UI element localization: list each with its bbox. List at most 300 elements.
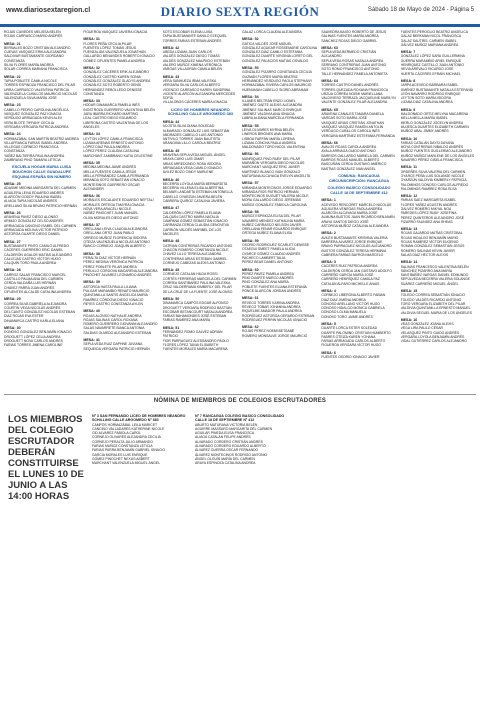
mesa-title: MESA: 59	[242, 238, 259, 243]
member-name: CORREA SILVA GABRIELA ALEJANDRA	[4, 301, 67, 306]
member-name: SEPULVEDA ROSAS NATALIA ANDREA	[321, 58, 384, 63]
member-name: FLORES YAÑEZ AGUSTÍN ANDRÉS	[400, 202, 457, 207]
member-name: SEPÚLVEDA BECERRA VALERIA SOLANGE	[400, 277, 470, 282]
mesa-block	[4, 268, 79, 294]
member-name: CHAVEZ PARRA JUAN ANDRÉS	[4, 285, 55, 290]
mesa-block	[321, 108, 396, 138]
member-name: LÓPEZ DÍAZ PAULA ANDREA	[83, 145, 130, 150]
member-name: MARCHANT VASQUEZ ERIC JAVIER	[242, 165, 300, 170]
member-name: BECERRA LOYOLA MARÍA BERNARDITA	[162, 181, 228, 186]
mesa-block	[242, 37, 317, 63]
member-name: FABRES OTEIZA KAREN YOHANA	[321, 334, 376, 339]
mesa-title: MESA: 49	[162, 268, 180, 273]
member-name: ALARCÓN ALCAYAGA MARÍA JOSÉ	[321, 211, 378, 216]
member-name: RAMÍREZ CÓRDOVA DIEGO IGNACIO	[83, 297, 144, 302]
mesa-block	[4, 240, 79, 266]
member-name: ARIAS ARREDONDO ROSA ISIDORA	[162, 161, 221, 166]
member-name: VERGARA LOYOLA BENJAMÍN ANDRÉS	[400, 335, 465, 339]
member-name: FLORES PEÑA CECILIA PILAR	[83, 41, 132, 46]
mesa-block	[163, 30, 238, 43]
member-name: HORMAZÁBAL SAN MARTÍN BEATRIZ ANDREA	[4, 136, 79, 141]
member-name: GONZÁLEZ PALACIOS MATIAS OSVALDO	[242, 58, 309, 63]
mesa-block	[83, 338, 158, 351]
member-name: AGUILERA VENEGAS PAOLA ANDREA	[321, 206, 383, 211]
mesa-block	[242, 268, 317, 294]
mesa-title: MESA: 60	[242, 267, 259, 272]
member-name: ACOSTA SILVA DIANA SOLEDAD	[162, 124, 215, 129]
member-name: CALDERÓN LÓPEZ PAMELA ELIANA	[162, 210, 221, 215]
member-name: VALDIVIA SEGUEL MARIA DE LOS ÁNGELES	[400, 310, 472, 315]
member-name: CID ALVAREZ FABIOLA CAROL	[92, 431, 142, 436]
member-name: GONZÁLEZ SOTO ROBERTO DENÍS	[83, 83, 141, 88]
member-name: FIGUEROA VERGARA VÍCTOR HUGO	[321, 343, 381, 348]
member-name: VILLAFRANCA FARIAS ISABEL ANDREA	[4, 140, 68, 145]
member-name: LIZAMA ARENAS ERNESTO ANTONIO	[83, 140, 144, 145]
mesa-block	[321, 46, 396, 76]
mesa-block	[321, 260, 396, 286]
mesa-title: MESA: 40	[83, 309, 100, 314]
school-header	[4, 165, 79, 179]
member-name: LEÓN NAVARRO RODRIGO ENRIQUE	[400, 91, 461, 96]
mesa-title: MESA: 45	[162, 148, 180, 153]
colegio-title: Nº 7 RANCAGUA COLEGIO BASICO CONSOLIDADO CALLE 18 DE SEPTIEMBRE Nº 412	[195, 414, 285, 423]
member-name: MARCHANT VALENZUELA MIGUEL ÁNGEL	[92, 461, 160, 466]
mesa-title: MESA: 11	[400, 165, 418, 170]
voter-table-columns	[4, 30, 476, 390]
member-name: PERALTA DIAZ VÍCTOR HERNÁN	[83, 255, 136, 260]
member-name: CORREA SANTIBAÑEZ PAULINA VALESKA	[162, 281, 231, 286]
member-name: CABRERA FARÍAS BAYRON MARCELO	[321, 252, 384, 257]
member-name: ÁLVAREZ GUERRA OSCAR FERNANDO	[195, 448, 259, 453]
member-name: URZÚA CORREA NOEMI MARIELLANA	[321, 91, 383, 96]
member-name: OYARZÚN VALDIVIA KIMBERLY PATRICIA	[400, 178, 467, 183]
member-name: GALVEZ ROMERO MIKYAL NOA	[400, 206, 452, 211]
member-name: PINO GONZÁLEZ ANA MARÍA	[242, 280, 289, 285]
member-name: FARIAS ARRIAGADA CARLOS ALBERTO	[321, 339, 386, 344]
member-name: GÓMEZ PINOCHET NEXUS ASBERT	[92, 456, 150, 461]
member-name: HENRIQUEZ CASTILLO JUAN ANTONIO	[400, 63, 464, 68]
member-name: JARPA ACEVEDO BÁRBARA ISABEL	[400, 83, 459, 88]
member-name: ORDEÑES SILVA VALERIA DEL CARMEN	[400, 169, 466, 174]
member-name: GONZÁLEZ CÁCERES ERIK ALEJANDRO	[83, 70, 149, 75]
mesa-title: MESA: 37	[83, 222, 100, 227]
member-name: HERNÁNDEZ REBOLLEDO DENISSE CONSTANZA	[83, 87, 142, 96]
member-name: NAVARRO PÉREZ GISELA FRANCISCA	[400, 158, 463, 163]
member-name: GONZÁLEZ LÓPEZ SARA GUILLERMINA	[400, 54, 465, 59]
member-name: MELLA FERNÁNDEZ CAMILA FERNANDA	[83, 173, 149, 178]
mesa-title: MESA: 58	[242, 209, 259, 214]
mesa-block	[321, 231, 396, 257]
member-name: ALARCÓN GODOY PAULINA ISABEL	[4, 194, 62, 199]
mesa-title: MESA: 13	[400, 227, 418, 232]
member-name: CÁCERES GUERRERO ERIC DANIEL	[4, 248, 64, 253]
member-name: PINO DUARTE MARCO ANDRÉS	[242, 276, 294, 281]
mesa-title: MESA: 28	[4, 268, 21, 273]
member-name: ARAVENA CANALES TAMARA DANIELA	[321, 112, 384, 117]
school-title: LICEO DE HOMBRES NEANDRO SCHILLING CALLE ARGOMEDO 383	[167, 107, 233, 117]
mesa-title: MESA: 47	[162, 206, 180, 211]
member-name: BELMAR LANDAETA ESTEBAN ANTONELLA	[162, 190, 233, 195]
member-name: LISBOA FARFÁN MARÍA LORENA	[242, 136, 295, 141]
member-name: AVALOS ROJAS CAROLA ANDREA	[321, 145, 377, 150]
mesa-block	[83, 280, 158, 306]
member-name: GUERRA MARAMBIO ARIEL ENRIQUE	[400, 58, 462, 63]
member-name: AGUIRRE MASSARO MARGARITA DEL CARMEN	[195, 426, 273, 431]
member-name: CARRANZA CERDA CLAUDIA GENOVEVA	[162, 223, 229, 228]
mesa-title: MESA: 1	[321, 198, 336, 203]
mesa-title: MESA: 14	[400, 260, 418, 265]
member-name: CORTÉS FERRERAS MARCELA DEL CARMEN	[162, 276, 237, 281]
mesa-title: MESA: 54	[242, 94, 259, 99]
member-name: GUZMÁN FLORES MARÍA BEATRIZ	[242, 74, 298, 79]
mesa-title: MESA: 9	[400, 107, 416, 112]
member-name: NUÑEZ CARRASCO NELSON JAVIER	[242, 222, 302, 227]
member-name: DONOSO LOLMA MANUELA	[321, 310, 366, 315]
member-name: ZAMBRANO PINO TAMARA LETICIA	[4, 158, 61, 163]
mesa-title: MESA: 33	[83, 99, 100, 104]
member-name: BASCUÑÁN CERDA GUSTAVO AMÉRICO	[321, 162, 387, 167]
member-name: CABELLO PEDRO CAROLINA ANGÉLICA	[4, 107, 69, 112]
mesa-block	[163, 178, 238, 204]
member-name: VEAS GONZÁLEZ JOANA ALEXIS	[400, 322, 454, 327]
member-name: GONZÁLEZ PIZARRO CONSTANZA CECILIA	[242, 70, 312, 75]
member-name: CABELLO OYARZÚN JAVIERA BELÉN	[162, 194, 223, 199]
member-name: CUEVAS VASQUEZ ERIKA ALEJANDRA	[4, 50, 67, 55]
member-name: FUENZALIDA VALENZUELA JONATHAN	[83, 50, 146, 55]
mesa-block	[83, 132, 158, 158]
mesa-block	[242, 95, 317, 121]
member-name: BECERRA VILLENA ELISA ALBERTINA	[162, 186, 224, 191]
member-name: SÁNCHEZ ROJAS DIEGO GABRIEL	[321, 38, 378, 43]
member-name: JIMÉNEZ GAETE ALEXIS ALEJANDRA	[242, 103, 303, 108]
mesa-block	[4, 326, 79, 347]
mesa-title: MESA: 7	[400, 50, 416, 55]
member-name: GALAZ SAUTREL CARMEN ISABEL	[400, 38, 457, 43]
member-name: DROGUETT LÓPEZ CELIA ANDREA	[4, 334, 61, 339]
member-name: DE LA CRUZ DE LA FUENTE JOSÉ ALONSO	[162, 289, 233, 294]
mesa-block	[163, 206, 238, 236]
member-name: GALAZ BERKMAN NICOL FRANCISCA	[400, 34, 462, 39]
member-name: AVILEZ BOZO CINDY MARLENE	[162, 170, 214, 175]
member-name: ARRIAGADA MOLINA VÍCTOR PATRICIO	[4, 228, 68, 233]
mesa-block	[401, 50, 476, 76]
member-name: VERGARA SILVA CARLOS ALBERTO	[162, 83, 221, 88]
member-name: GÁLVEZ MUÑOZ MARIANA ANDREA	[400, 42, 459, 47]
page-date: Sábado 18 de Mayo de 2024 - Página 5	[367, 7, 474, 13]
column	[4, 30, 79, 390]
member-name: PEREZ POBLETE PILAR ANDREA	[83, 264, 137, 269]
member-name: URRA CARRASCO VALENTINA PATRICIA	[4, 87, 69, 92]
member-name: PEREZ QUINTEROS ALEJANDRO JOSÉ	[400, 215, 464, 220]
mesa-block	[242, 239, 317, 265]
member-name: MOYA CONTRERAS NIBALDO ANDRÉS	[400, 145, 464, 150]
member-name: JIMÉNEZ SALINAS MARCO ENRIQUE	[242, 107, 302, 112]
member-name: FARIAS PARRA BENJAMÍN GABRIEL IGNACIO	[92, 448, 166, 453]
member-name: REYES CASTRO CONSTANZA AYLEN	[83, 301, 143, 306]
member-name: VERDUGO ARRIAGADA KEVIN ALEX	[4, 116, 63, 121]
member-name: ROJAS SALINAS CAROL ROXANA	[83, 317, 138, 322]
mesa-title: MESA: 41	[83, 338, 100, 342]
member-name: ROMERO SALINAS KEVIN JAVIER	[400, 248, 455, 253]
member-name: OYARCE GÓMEZ CLAUDIO ANDRÉS	[242, 251, 301, 256]
mesa-title: MESA: 10	[400, 136, 418, 141]
member-name: FLORES LÓPEZ TANIA ELISABETH	[162, 342, 219, 347]
member-name: MUÑOZ ESPINOZA ELISA DEL PILAR	[242, 214, 301, 219]
mesa-block	[401, 108, 476, 134]
member-name: CIFUENTES ALCALDE CATALINA ANDREA	[4, 289, 72, 294]
colegios-list	[92, 414, 292, 624]
mesa-title: MESA: 36	[83, 194, 100, 199]
member-name: PONCE ALARCÓN JORDAN ANDRÉS	[242, 289, 301, 294]
member-name: MUÑOZ GONZÁLEZ FABIOLA CAROLINA	[242, 202, 307, 207]
member-name: TORRES CASTRO DANIEL ANDRÉS	[321, 83, 379, 88]
mesa-title: MESA: 35	[83, 161, 100, 166]
member-name: CATALÁN ALFARO MICHELLE ANAIS	[321, 281, 380, 286]
member-name: ROJAS RAMÍREZ VÍCTOR EUGENIO	[400, 240, 459, 245]
member-name: ANTIVILO TORRES JUAN BAUTISTA	[162, 137, 221, 142]
member-name: GONZÁLEZ DUARTE VIRGINIA LORETO DEL	[242, 54, 314, 59]
member-name: CARROZ SALAS FRANCISCO MARCEL	[4, 272, 67, 277]
member-name: ANDRADES CABELLO LUIS ANTONIO	[162, 132, 223, 137]
member-name: CARRIÓN VALDÉS MARIBEL DE LOS ÁNGELES	[162, 227, 222, 237]
member-name: CALDERÓN CERDA JAN GUSTAVO ADOLFO	[321, 268, 392, 273]
member-name: MARCHANT ZAMBRANO KATIA CELESTINE	[83, 153, 153, 158]
mesa-title: MESA: 39	[83, 280, 100, 285]
member-name: CARREÑO HENRÍQUEZ CAMILA PAZ	[321, 277, 380, 282]
member-name: SOTO ESCOBAR ELENA LUISA	[162, 30, 213, 34]
member-name: FARIAS TORRES JIMENA CAROLINE	[4, 343, 63, 348]
member-name: ROJAS PEREZ NOEMI BETSABÉ	[242, 329, 295, 334]
mesa-block	[401, 318, 476, 344]
member-name: BASTÍAS GONZÁLEZ IVAN ANGEL	[321, 166, 376, 171]
mesa-block	[163, 326, 238, 352]
member-name: CONTRERAS ARIAS ESTEBAN GABRIEL	[162, 256, 228, 261]
member-name: VASQUEZ VASQUEZ RAMÓN ANTOLÍN	[321, 124, 384, 129]
member-name: JIMÉNEZ VALDIVIA ANA IGNACIA	[242, 112, 295, 117]
mesa-block	[163, 75, 238, 105]
mesa-block	[4, 75, 79, 101]
member-name: VALDÉS GONZÁLEZ MAURICIO ESTEBAN	[162, 58, 230, 63]
member-name: SERRANO CONTRERAS JUAN ANTONIO	[321, 63, 387, 68]
member-name: CRUZ VALDERRAMA KIMBERLY DEL PILAR	[162, 285, 232, 290]
member-name: CACERES RUIZ PATRICIA ANDREA	[321, 264, 378, 269]
member-name: MUÑOZ ABAL JIMMY ANDRÉS	[400, 129, 449, 134]
member-name: CANCINO VALLADARES KATHERINE NICOLE	[92, 426, 165, 431]
member-name: HERNÁNDEZ VERDUGO PAOLA STEPHANY	[242, 78, 313, 83]
member-name: CALLEJAS CASTRO VÍCTOR HUGO	[4, 256, 61, 261]
mesa-title: MESA: 61	[242, 296, 259, 301]
mesa-block	[83, 252, 158, 278]
member-name: LEAL CASTRO DIEGO EDUARDO	[83, 116, 137, 121]
mesa-block	[4, 132, 79, 162]
member-name: SALDIVAR BUSTAMANTE GIORDANO CONSTANZA	[4, 54, 64, 63]
mesa-title: MESA: 27	[4, 239, 21, 244]
mesa-title: MESA: 29	[4, 297, 21, 302]
member-name: CALDERÓN UGALDE MATÍAS ALEJANDRO	[4, 252, 73, 257]
member-name: TAPIA POBLETE CAMILA NICOLE	[4, 78, 57, 83]
member-name: LÓPEZ PEREZ CLAUDIA CATALINA	[83, 149, 140, 154]
mesa-title: MESA: 44	[162, 119, 180, 124]
member-name: ARAVENA SEPULVEDA MIGUEL ÁNGEL	[162, 153, 226, 158]
member-name: VERA BLOTE TIFFANY CECILIA	[4, 120, 54, 125]
member-name: COURTIN VEGA NICOLÁS ANDRÉS	[4, 305, 61, 310]
mesa-title: MESA: 53	[242, 66, 259, 71]
member-name: YAÑEZ BALTIERRA PAULINA ANDREA	[4, 153, 65, 158]
mesa-title: MESA: 24	[4, 132, 21, 137]
member-name: VALERO MUÑOZ XIMENA VERÓNICA	[162, 63, 222, 68]
mesa-block	[401, 289, 476, 315]
member-name: ARAYA CARO LUIS OMAR	[162, 157, 204, 162]
mesa-block	[242, 181, 317, 207]
colegio-block	[195, 414, 292, 624]
school-header	[163, 108, 238, 117]
mesa-title: MESA: 64	[321, 78, 338, 83]
member-name: MERLO GONZÁLEZ JOCELYN ANDREA	[400, 120, 464, 125]
member-name: HORMAZÁBAL RIVERA CARLOS MAURICIO	[242, 83, 312, 88]
member-name: LEYTON SOTO MARÍA ISIDORA	[400, 96, 452, 101]
member-name: PALOMINOS RAMÍREZ ROSA ELSA	[400, 186, 457, 191]
member-name: ARRIAGADA VEGA CAMILO IGNACIO	[162, 165, 222, 170]
member-name: MALDONADO ORTIZ MELYNA MACARENA	[400, 112, 469, 117]
mesa-title: MESA: 46	[162, 177, 180, 182]
member-name: HODAR DINAMARCA PAMELA INÉS	[83, 103, 140, 108]
member-name: ARAVENA PAVEZ DIEGO ALONSO	[4, 215, 59, 220]
member-name: VALDIVIA QUINTANILLA ERNESTO MANUEL	[400, 306, 471, 311]
column	[401, 30, 476, 390]
member-name: TOLEDO CORREA SEBASTIÁN IGNACIO	[400, 293, 466, 298]
mesa-block	[4, 297, 79, 323]
mesa-title: MESA: 51	[162, 325, 180, 330]
mesa-title: MESA: 57	[242, 181, 259, 186]
member-name: MORA GALLARDO DIEGO JEREMÍAS	[242, 198, 302, 203]
mesa-title: MESA: 15	[400, 289, 418, 294]
member-name: ORTEGA NÚÑEZ ELIANA ELISA	[242, 231, 293, 236]
mesa-block	[321, 198, 396, 228]
member-name: BARRIOS GALLARDO MARIELA DEL CARMEN	[321, 153, 395, 158]
page-header	[0, 0, 480, 27]
mesa-block	[83, 99, 158, 129]
member-name: GONZÁLEZ CASTRO KAREN SONIA	[83, 74, 141, 79]
mesa-block	[242, 210, 317, 236]
member-name: GALAZ LORCA CLAUDIA ALEJANDRA	[242, 30, 302, 34]
member-name: ASTORGA GUARTE DIEGO DANIEL	[4, 232, 61, 237]
mesa-block	[321, 322, 396, 348]
member-name: VERGARA VERGARA PATRICIA ANDREA	[4, 124, 69, 129]
member-name: ACEVEDO RENCORET MARCELO NICOLÁS	[321, 202, 392, 207]
member-name: ORELLANA FENAR EDUARDO ENRIQUE	[242, 227, 307, 232]
member-name: BRAVO PARRAGUEZ NICOLÁS ALEJANDRO	[321, 244, 392, 249]
member-name: RIQUELME AMADOR PAULA ANDREA	[242, 309, 302, 314]
column	[321, 30, 396, 390]
member-name: REVECO TORRES KARINA ANDREA	[242, 300, 300, 305]
member-name: ARAYA SANTOS DIEGO JOSÉ	[321, 219, 369, 224]
member-name: VILLEGAS CORNEJO FRANCISCA CONSTANZA	[4, 145, 59, 154]
member-name: ROMERO GUERRERO GIOVANNI ALEJANDRO	[83, 322, 158, 327]
mesa-block	[83, 30, 158, 34]
member-name: DONOSO GONZÁLEZ BENJAMÍN IGNACIO	[4, 330, 72, 335]
member-name: ORELLANA LEIVA CLAUDIA ALEJANDRA	[83, 227, 148, 232]
member-name: DROGUETT VERGARA RODRIGO BASTIÁN	[162, 305, 232, 310]
mesa-title: MESA: 21	[4, 41, 21, 46]
newspaper-title: DIARIO SEXTA REGIÓN	[160, 4, 320, 19]
member-name: AGUILAR PINEDA ELISA FRANCISCA	[195, 431, 255, 436]
member-name: FERNÁNDEZ ROMO GALVEZ ADRIÁN PATRICIO	[162, 330, 223, 339]
member-name: SALAS DÍAZ HÉCTOR ALEXIS	[400, 252, 449, 257]
member-name: CORNEJO CABEZAS ALEXIS ANTONIO	[162, 260, 225, 265]
mesa-title: MESA: 66	[321, 140, 338, 145]
member-name: JIMÉNEZ BUSTAMANTE NATALIA ESTEFANÍA	[400, 87, 473, 92]
mesa-block	[401, 30, 476, 47]
member-name: CHAVEZ LILLO TERESA ALEJANDRA	[162, 252, 222, 257]
school-header	[321, 186, 396, 195]
member-name: FARIAS RAMÍREZ ANA MARÍA	[162, 318, 211, 323]
mesa-block	[163, 297, 238, 323]
member-name: FUENTES OSORIO IGNACIO JAVIER	[321, 355, 380, 360]
member-name: FARIAS BAHAMONDES JOSÉ ESTEBAN	[162, 314, 227, 319]
member-name: FUENTES LÓPEZ TOMÁS JESÚS	[83, 45, 136, 50]
member-name: VALENZUELA CUBILLOS MAURICIO NICOLÁS	[4, 91, 78, 96]
mesa-block	[83, 66, 158, 96]
member-name: ARANCIBIA LILLO CAROLA BEATRIZ	[162, 141, 221, 146]
member-name: LIBERONA CASTRO VALENTINA DE LOS ÁNGELES	[83, 120, 149, 129]
member-name: CATRIAN CONTRERAS RICARDO ANTONIO	[162, 243, 233, 248]
member-name: TOLEDO VALDÉS RICARDO ANTONIO	[400, 297, 462, 302]
mesa-block	[401, 165, 476, 191]
member-name: SÁNCHEZ PIZARRO ANA MARÍA	[400, 268, 453, 273]
mesa-title: MESA: 38	[83, 251, 100, 256]
member-name: HUERTA CÁCERES EFRAÍN MICHAEL	[400, 71, 461, 76]
member-name: GONZÁLEZ AGUEAR ROSSEMARIE CAROLINA	[242, 45, 318, 50]
member-name: VERA SANHUEZA IRMA VALESKA	[162, 78, 217, 83]
member-name: GARCIA MORALES LUIS ENRIQUE	[92, 452, 148, 457]
member-name: DIAZ ROJAS EVA ESTER	[4, 314, 44, 319]
member-name: MANRIQUEZ PINO RUBY DEL PILAR	[242, 156, 301, 161]
member-name: DINAMARCA CAMPOS EDGAR ALFONSO	[162, 301, 229, 306]
member-name: MELLA MELLA MARÍA ISABEL	[400, 116, 448, 121]
member-name: JARA IBARRA RICHARD MARTINO	[83, 112, 139, 117]
mesa-block	[321, 30, 396, 43]
mesa-title: MESA: 32	[83, 66, 100, 71]
member-name: SILVA FLORES MARÍA ANDREA	[4, 63, 54, 68]
member-name: ORELLANA ORTIZ JUAN PABLO	[83, 231, 135, 236]
mesa-block	[4, 182, 79, 208]
member-name: ALVARADO CORDERO EDUARDO ALBERTO	[195, 444, 266, 449]
member-name: ÑANCO CORNEJO JOAQUÍN ALBERTO	[83, 244, 146, 249]
member-name: DEL CANTO GONZÁLEZ NICOLÁS ESTEBAN	[4, 310, 76, 315]
member-name: DONOSO HIDALGO MONICA GABRIELA	[321, 306, 385, 311]
member-name: SEPULVEDA RUIZ DAPHNE JUVIANA	[83, 342, 143, 347]
member-name: MONTESINOS GUERRERO OSCAR ALEXANDER	[83, 182, 140, 191]
member-name: ADASME MEDINA MARGARITA DEL CARMEN	[4, 186, 76, 191]
mesa-block	[321, 79, 396, 105]
member-name: ESCOBAR BETANCOURT NATALIA ANDREA	[162, 309, 233, 314]
member-name: MELLA FUENTES CAMILA JESÚS	[83, 169, 137, 174]
site-url: www.diariosextaregion.cl	[6, 7, 91, 14]
member-name: VIDAL GUTIÉRREZ CARLOS ALEJANDRO	[400, 339, 467, 344]
mesa-title: MESA: 65	[321, 107, 338, 112]
member-name: ÁNGEL OLGUÍN MARÍA DEL CARMEN	[195, 456, 255, 461]
member-name: CHACÓN ROMERO CONSTANZA NICOLE	[162, 247, 229, 252]
mesa-block	[4, 211, 79, 237]
member-name: ÁLVAREZ MONTECINOS RODRIGO ANTONIO	[195, 452, 268, 457]
member-name: MARAÑON VERGARA DIEGO NICOLÁS	[242, 161, 305, 166]
member-name: ALIAGA CATALÁN FELIPE ANDRÉS	[195, 435, 251, 440]
member-name: REVECO TOBAR JOHANNA ANDREA	[242, 304, 301, 309]
mesa-block	[4, 30, 79, 39]
member-name: CALQUÍN TORO PAULA ANDREA	[4, 261, 57, 266]
member-name: VERGARA MARTÍNEZ ESTEFANÍA FERNANDA	[321, 133, 395, 138]
member-name: SEQUEIDA VERGARA PATRICIO HERNÁN	[83, 346, 150, 351]
